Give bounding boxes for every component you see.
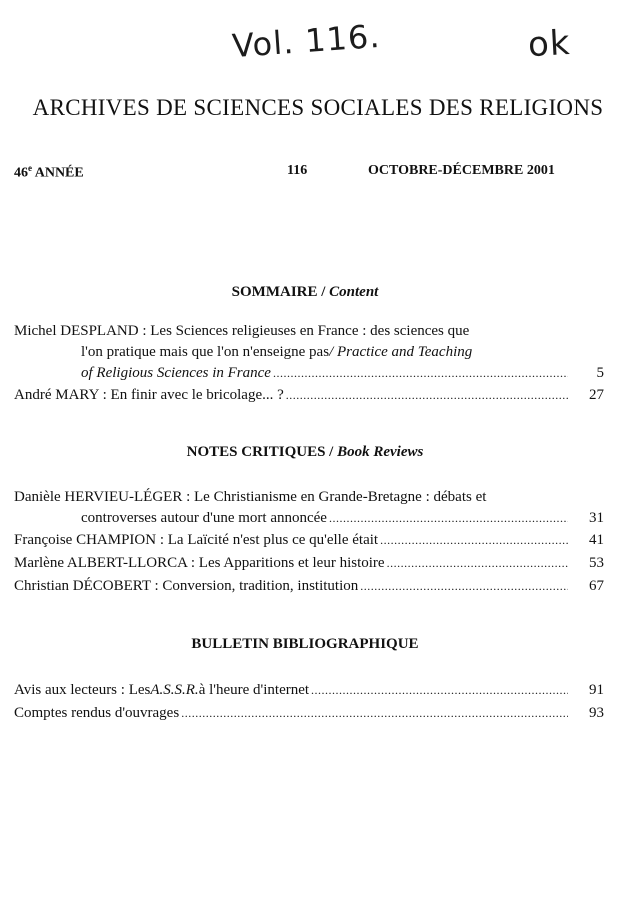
notes-heading bbox=[0, 444, 610, 461]
leader-dots bbox=[387, 553, 568, 574]
handwritten-ok-note: ok bbox=[526, 22, 572, 66]
toc-entry-mary bbox=[14, 385, 604, 406]
toc-entry-champion bbox=[14, 530, 604, 551]
issue-date: OCTOBRE-DÉCEMBRE 2001 bbox=[368, 163, 555, 178]
notes-heading-fr: NOTES CRITIQUES / bbox=[186, 444, 338, 460]
toc-entry-despland bbox=[14, 321, 604, 384]
entry-text: l'on pratique mais que l'on n'enseigne pas bbox=[81, 344, 330, 360]
sommaire-heading-fr: SOMMAIRE / bbox=[231, 284, 330, 300]
toc-entry-decobert bbox=[14, 576, 604, 597]
entry-text: Marlène ALBERT-LLORCA : Les Apparitions et leur histoire bbox=[14, 555, 385, 571]
entry-text: à l'heure d'internet bbox=[198, 682, 310, 698]
toc-entry-hervieu-leger bbox=[14, 487, 604, 529]
page-number: 93 bbox=[589, 705, 604, 721]
leader-dots bbox=[380, 530, 568, 551]
leader-dots bbox=[360, 576, 568, 597]
page-number: 41 bbox=[589, 532, 604, 548]
entry-text: controverses autour d'une mort annoncée bbox=[81, 510, 327, 526]
leader-dots bbox=[329, 508, 568, 529]
bulletin-heading: BULLETIN BIBLIOGRAPHIQUE bbox=[191, 636, 419, 652]
entry-text: Avis aux lecteurs : Les bbox=[14, 682, 151, 698]
entry-text-english: / Practice and Teaching bbox=[329, 344, 473, 360]
year-number: 46 bbox=[14, 165, 28, 181]
leader-dots bbox=[273, 363, 568, 384]
year-superscript: e bbox=[28, 163, 32, 173]
page-number: 67 bbox=[589, 578, 604, 594]
entry-text: Françoise CHAMPION : La Laïcité n'est plus ce qu'elle était bbox=[14, 532, 379, 548]
entry-text: André MARY : En finir avec le bricolage... ? bbox=[14, 387, 284, 403]
year-label bbox=[14, 163, 84, 182]
entry-text: Michel DESPLAND : Les Sciences religieuses en France : des sciences que bbox=[14, 323, 470, 339]
leader-dots bbox=[311, 680, 568, 701]
entry-text: Comptes rendus d'ouvrages bbox=[14, 705, 180, 721]
journal-title: ARCHIVES DE SCIENCES SOCIALES DES RELIGIONS bbox=[32, 95, 604, 120]
entry-text: Christian DÉCOBERT : Conversion, tradition, institution bbox=[14, 578, 359, 594]
page-number: 27 bbox=[589, 387, 604, 403]
handwritten-volume-note: Vol. 116. bbox=[230, 16, 382, 66]
year-word: ANNÉE bbox=[32, 165, 84, 181]
page-number: 53 bbox=[589, 555, 604, 571]
entry-text-english: of Religious Sciences in France bbox=[81, 365, 271, 381]
entry-text-abbrev: A.S.S.R. bbox=[150, 682, 199, 698]
issue-number: 116 bbox=[287, 163, 308, 178]
toc-entry-comptes-rendus bbox=[14, 703, 604, 724]
sommaire-heading-en: Content bbox=[329, 284, 379, 300]
leader-dots bbox=[286, 385, 568, 406]
sommaire-heading bbox=[0, 284, 610, 301]
toc-entry-avis bbox=[14, 680, 604, 701]
page-number: 31 bbox=[589, 510, 604, 526]
notes-heading-en: Book Reviews bbox=[337, 444, 424, 460]
toc-entry-albert-llorca bbox=[14, 553, 604, 574]
entry-text: Danièle HERVIEU-LÉGER : Le Christianisme en Grande-Bretagne : débats et bbox=[14, 489, 487, 505]
page-number: 5 bbox=[596, 365, 604, 381]
page-number: 91 bbox=[589, 682, 604, 698]
leader-dots bbox=[181, 703, 568, 724]
